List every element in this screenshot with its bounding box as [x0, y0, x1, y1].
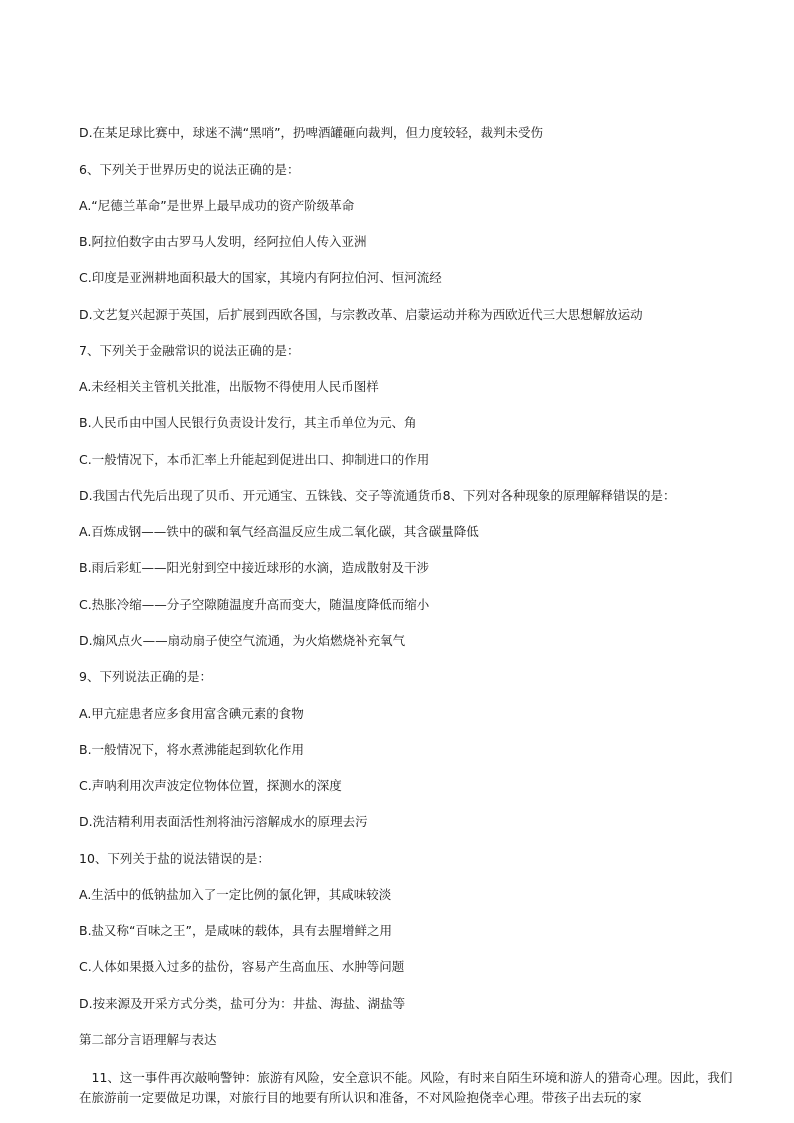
- question-7: 7、下列关于金融常识的说法正确的是：: [79, 343, 300, 358]
- option-c-q8: C.热胀冷缩——分子空隙随温度升高而变大，随温度降低而缩小: [79, 597, 430, 612]
- option-c-q6: C.印度是亚洲耕地面积最大的国家，其境内有阿拉伯河、恒河流经: [79, 270, 442, 285]
- option-b-q6: B.阿拉伯数字由古罗马人发明，经阿拉伯人传入亚洲: [79, 234, 367, 249]
- question-9: 9、下列说法正确的是：: [79, 669, 212, 684]
- option-c-q10: C.人体如果摄入过多的盐份，容易产生高血压、水肿等问题: [79, 959, 405, 974]
- option-a-q7: A.未经相关主管机关批准，出版物不得使用人民币图样: [79, 379, 379, 394]
- option-d-q8: D.煽风点火——扇动扇子使空气流通，为火焰燃烧补充氧气: [79, 633, 406, 648]
- option-a-q8: A.百炼成钢——铁中的碳和氧气经高温反应生成二氧化碳，其含碳量降低: [79, 524, 479, 539]
- question-6: 6、下列关于世界历史的说法正确的是：: [79, 162, 300, 177]
- option-d-q6: D.文艺复兴起源于英国，后扩展到西欧各国，与宗教改革、启蒙运动并称为西欧近代三大思想解放运动: [79, 307, 643, 322]
- option-b-q7: B.人民币由中国人民银行负责设计发行，其主币单位为元、角: [79, 415, 417, 430]
- option-d-q7-question-8: D.我国古代先后出现了贝币、开元通宝、五铢钱、交子等流通货币8、下列对各种现象的原理解释错误的是：: [79, 488, 676, 503]
- option-d-q5: D.在某足球比赛中，球迷不满“黑哨”，扔啤酒罐砸向裁判，但力度较轻，裁判未受伤: [79, 125, 544, 140]
- option-a-q6: A.“尼德兰革命”是世界上最早成功的资产阶级革命: [79, 198, 355, 213]
- option-b-q8: B.雨后彩虹——阳光射到空中接近球形的水滴，造成散射及干涉: [79, 560, 430, 575]
- option-c-q7: C.一般情况下，本币汇率上升能起到促进出口、抑制进口的作用: [79, 452, 430, 467]
- option-a-q10: A.生活中的低钠盐加入了一定比例的氯化钾，其咸味较淡: [79, 887, 392, 902]
- option-b-q10: B.盐又称“百味之王”，是咸味的载体，具有去腥增鲜之用: [79, 923, 393, 938]
- question-10: 10、下列关于盐的说法错误的是：: [79, 851, 270, 866]
- option-d-q9: D.洗洁精利用表面活性剂将油污溶解成水的原理去污: [79, 814, 368, 829]
- option-b-q9: B.一般情况下，将水煮沸能起到软化作用: [79, 742, 305, 757]
- section-heading: 第二部分言语理解与表达: [79, 1032, 217, 1047]
- option-d-q10: D.按来源及开采方式分类，盐可分为：井盐、海盐、湖盐等: [79, 996, 406, 1011]
- option-c-q9: C.声呐利用次声波定位物体位置，探测水的深度: [79, 778, 342, 793]
- option-a-q9: A.甲亢症患者应多食用富含碘元素的食物: [79, 706, 304, 721]
- question-11-paragraph: 11、这一事件再次敲响警钟：旅游有风险，安全意识不能。风险，有时来自陌生环境和游人的猎奇心理。因此，我们在旅游前一定要做足功课，对旅行目的地要有所认识和准备，不对风险抱侥幸心理。带孩子出去玩的家: [79, 1070, 733, 1105]
